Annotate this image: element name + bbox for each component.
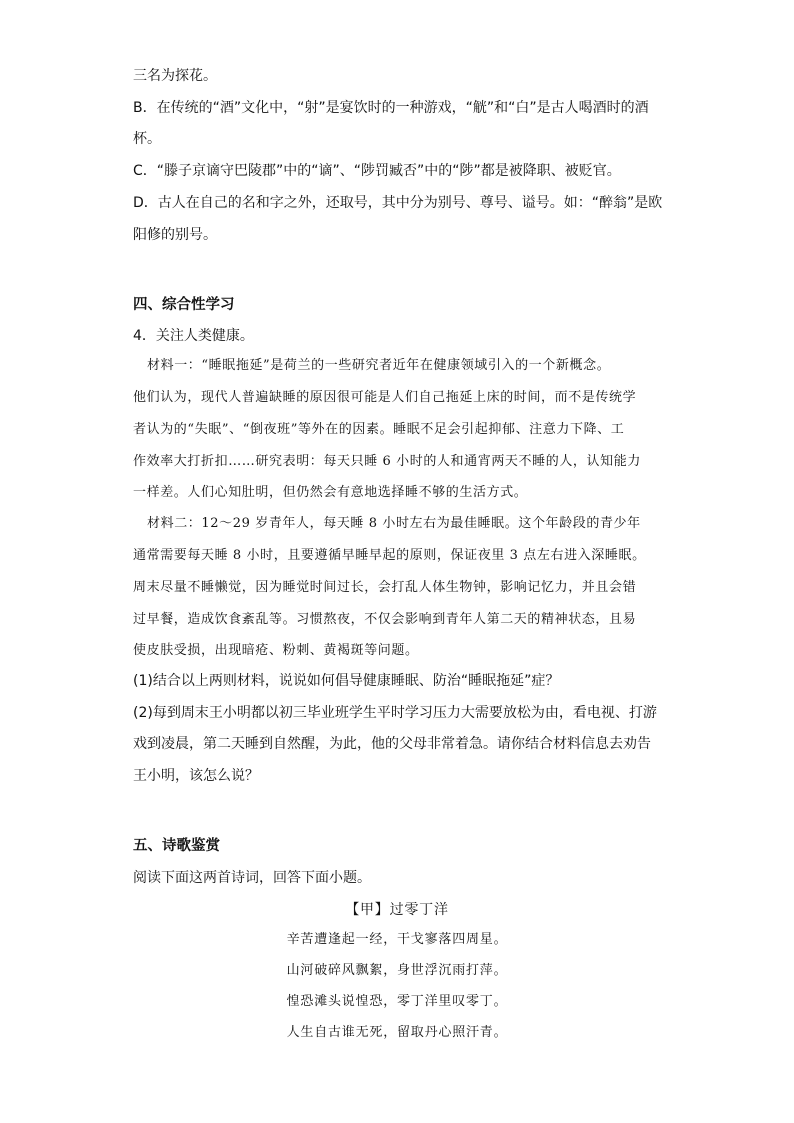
- material2-line: 通常需要每天睡 8 小时，且要遵循早睡早起的原则，保证夜里 3 点左右进入深睡眠。: [133, 548, 646, 563]
- poem-title: 【甲】过零丁洋: [345, 902, 449, 918]
- q3-option-c: C．“滕子京谪守巴陵郡”中的“谪”、“陟罚臧否”中的“陟”都是被降职、被贬官。: [133, 163, 621, 179]
- q3-option-b-line2: 杯。: [133, 131, 161, 147]
- q3-option-a-tail: 三名为探花。: [133, 68, 217, 84]
- subquestion-2-line3: 王小明，该怎么说？: [133, 768, 259, 784]
- section5-instruction: 阅读下面这两首诗词，回答下面小题。: [133, 870, 371, 886]
- q3-option-b-line1: B．在传统的“酒”文化中，“射”是宴饮时的一种游戏，“觥”和“白”是古人喝酒时的酒: [133, 100, 649, 116]
- poem-line: 人生自古谁无死，留取丹心照汗青。: [286, 1025, 508, 1040]
- poem-line: 山河破碎风飘絮，身世浮沉雨打萍。: [286, 963, 508, 978]
- poem-line: 辛苦遭逢起一经，干戈寥落四周星。: [286, 932, 508, 947]
- material1-line: 一样差。人们心知肚明，但仍然会有意地选择睡不够的生活方式。: [133, 485, 528, 500]
- material2-line: 材料二：12～29 岁青年人，每天睡 8 小时左右为最佳睡眠。这个年龄段的青少年: [147, 516, 641, 531]
- material2-line: 过早餐，造成饮食紊乱等。习惯熬夜，不仅会影响到青年人第二天的精神状态，且易: [133, 612, 637, 627]
- section5-heading: 五、诗歌鉴赏: [133, 838, 220, 854]
- poem-line: 惶恐滩头说惶恐，零丁洋里叹零丁。: [286, 994, 508, 1009]
- subquestion-2-line1: (2)每到周末王小明都以初三毕业班学生平时学习压力大需要放松为由，看电视、打游: [133, 705, 657, 721]
- material1-line: 者认为的“失眠”、“倒夜班”等外在的因素。睡眠不足会引起抑郁、注意力下降、工: [133, 422, 625, 437]
- material1-line: 材料一：“睡眠拖延”是荷兰的一些研究者近年在健康领域引入的一个新概念。: [147, 358, 611, 373]
- q3-option-d-line1: D．古人在自己的名和字之外，还取号，其中分为别号、尊号、谥号。如：“醉翁”是欧: [133, 195, 663, 211]
- material1-line: 他们认为，现代人普遍缺睡的原因很可能是人们自己拖延上床的时间，而不是传统学: [133, 390, 637, 405]
- subquestion-1: (1)结合以上两则材料，说说如何倡导健康睡眠、防治“睡眠拖延”症？: [133, 673, 560, 689]
- material2-line: 使皮肤受损，出现暗疮、粉刺、黄褐斑等问题。: [133, 643, 419, 658]
- material2-line: 周末尽量不睡懒觉，因为睡觉时间过长，会打乱人体生物钟，影响记忆力，并且会错: [133, 580, 637, 595]
- subquestion-2-line2: 戏到凌晨，第二天睡到自然醒，为此，他的父母非常着急。请你结合材料信息去劝告: [133, 736, 651, 752]
- question4-prompt: 4．关注人类健康。: [133, 328, 254, 344]
- section4-heading: 四、综合性学习: [133, 297, 235, 313]
- q3-option-d-line2: 阳修的别号。: [133, 227, 217, 243]
- material1-line: 作效率大打折扣……研究表明：每天只睡 6 小时的人和通宵两天不睡的人，认知能力: [133, 454, 641, 469]
